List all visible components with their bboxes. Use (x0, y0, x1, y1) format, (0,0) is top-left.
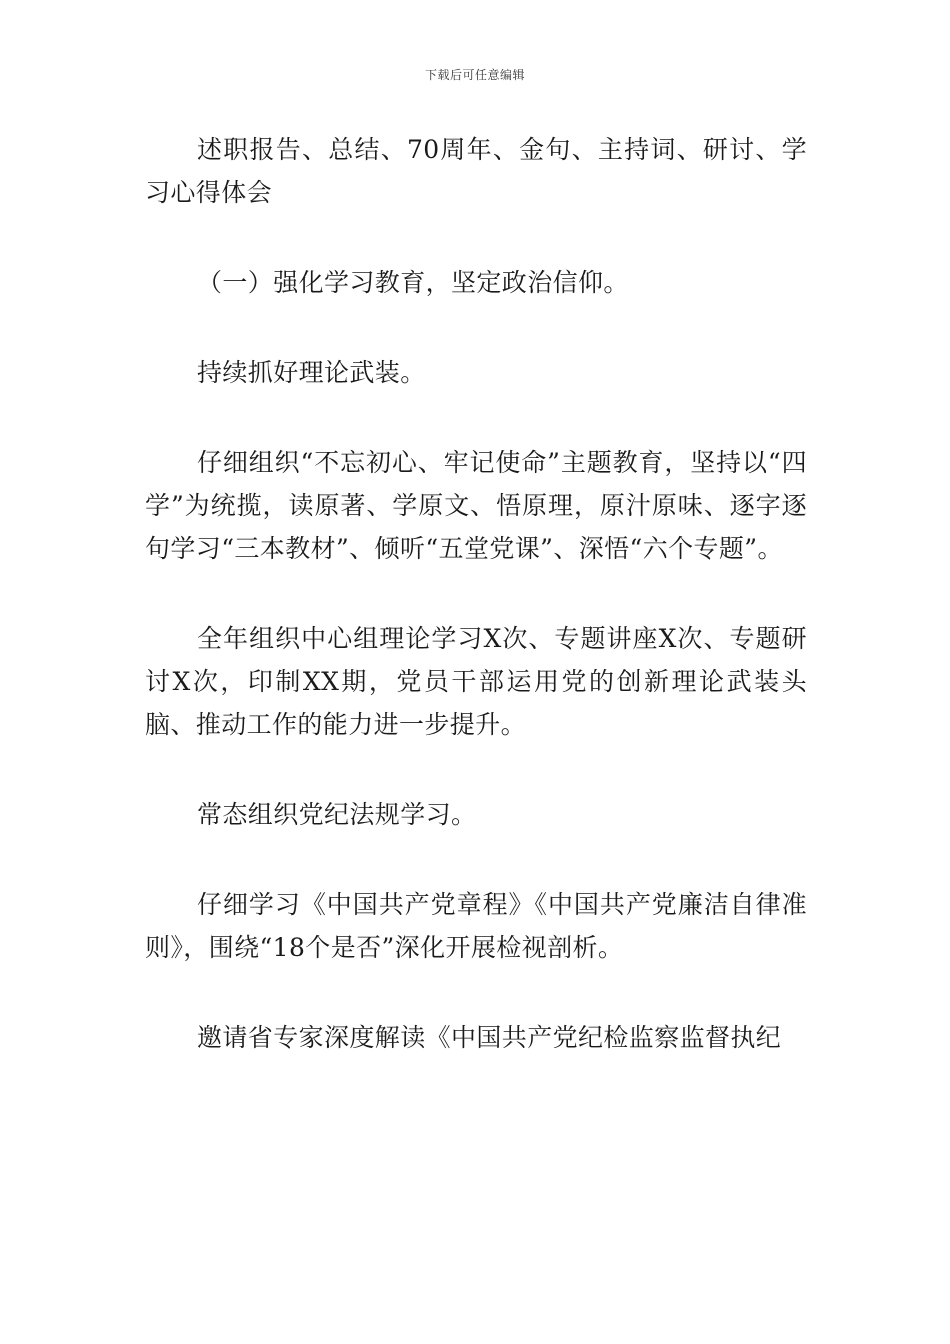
document-body (145, 128, 807, 1106)
paragraph-party-rules: 仔细学习《中国共产党章程》《中国共产党廉洁自律准则》，围绕“18个是否”深化开展检视剖析。 (145, 890, 807, 962)
paragraph-keywords: 述职报告、总结、70周年、金句、主持词、研讨、学习心得体会 (145, 135, 807, 207)
paragraph-annual-study: 全年组织中心组理论学习X次、专题讲座X次、专题研讨X次，印制XX期，党员干部运用党的创新理论武装头脑、推动工作的能力进一步提升。 (145, 624, 807, 739)
paragraph-theme-education: 仔细组织“不忘初心、牢记使命”主题教育，坚持以“四学”为统揽，读原著、学原文、悟原理，原汁原味、逐字逐句学习“三本教材”、倾听“五堂党课”、深悟“六个专题”。 (145, 448, 807, 563)
subheading-theory: 持续抓好理论武装。 (197, 358, 426, 387)
paragraph-expert-lecture: 邀请省专家深度解读《中国共产党纪检监察监督执纪 (197, 1023, 782, 1052)
page-header: 下载后可任意编辑 (424, 68, 525, 82)
section-heading: （一）强化学习教育，坚定政治信仰。 (197, 268, 629, 297)
subheading-discipline: 常态组织党纪法规学习。 (197, 800, 477, 829)
